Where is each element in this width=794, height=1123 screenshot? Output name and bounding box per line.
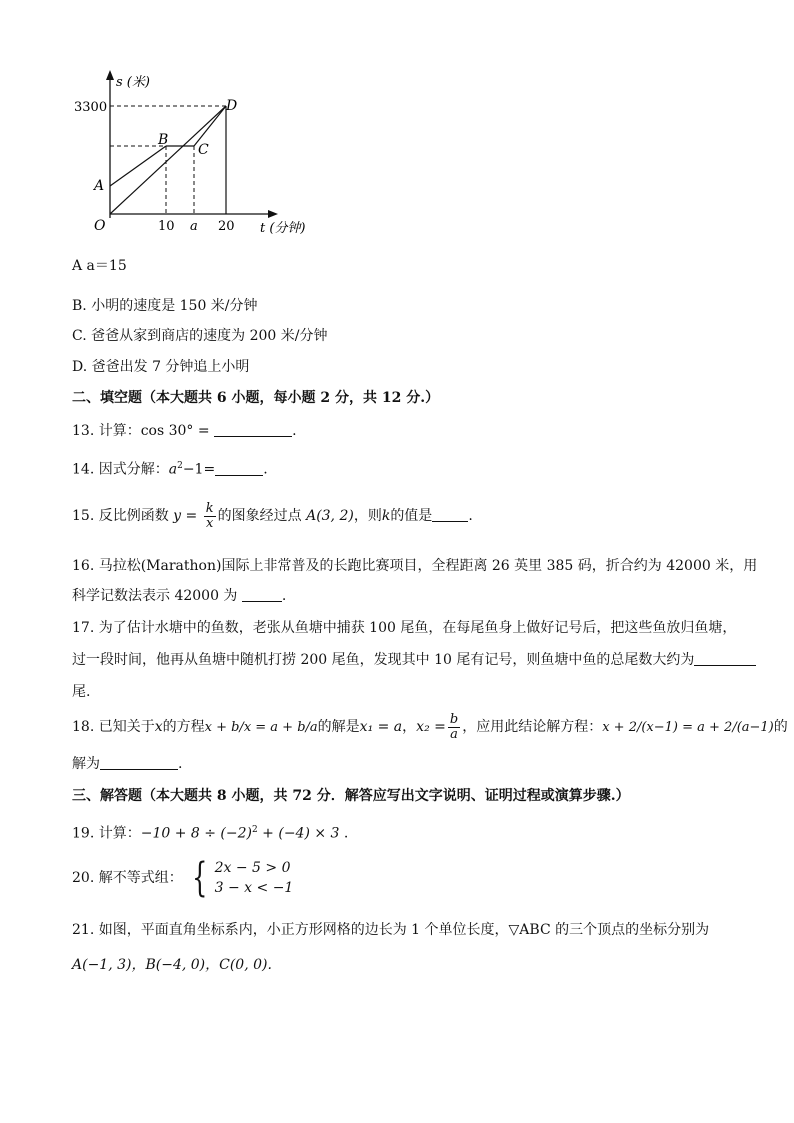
q18-x: x xyxy=(154,719,163,735)
q16-answer-blank[interactable] xyxy=(242,587,282,602)
q15-mid: 的图象经过点 xyxy=(217,508,307,524)
question-20 xyxy=(72,856,293,900)
section-2-header: 二、填空题（本大题共 6 小题，每小题 2 分，共 12 分.） xyxy=(72,390,440,406)
q13-text: 13. 计算：cos 30° = xyxy=(72,423,210,439)
q18-p5: ，应用此结论解方程： xyxy=(462,719,603,735)
q18-p1: 18. 已知关于 xyxy=(72,719,155,735)
q20-inequality-1: 2x − 5 > 0 xyxy=(214,860,291,876)
distance-time-graph xyxy=(70,66,330,246)
y-tick-3300: 3300 xyxy=(74,100,108,115)
q19-text: 19. 计算： xyxy=(72,825,141,842)
q15-fraction xyxy=(204,502,216,531)
q18-p4: ， xyxy=(402,719,417,735)
q18-equation-2: x + 2/(x−1) = a + 2/(a−1) xyxy=(602,720,774,735)
q17-answer-blank[interactable] xyxy=(694,651,756,666)
q18-solution-2-lhs: x₂ = xyxy=(416,719,446,735)
question-13 xyxy=(72,421,297,441)
x-tick-10: 10 xyxy=(158,219,175,234)
q15-mid2: ，则 xyxy=(353,508,382,524)
q18-p6: 的 xyxy=(773,719,788,735)
x-axis-label: t (分钟) xyxy=(260,221,306,236)
q18-solution-2-fraction: $\frac{b}{a}$ xyxy=(449,711,459,742)
q14-suffix: . xyxy=(263,461,268,478)
q14-expr: a xyxy=(168,461,178,478)
q15-eq: = xyxy=(181,508,202,524)
option-a: A a＝15 xyxy=(72,258,127,274)
question-14 xyxy=(72,456,268,480)
q20-inequality-2: 3 − x < −1 xyxy=(214,880,294,896)
q18-p2: 的方程 xyxy=(162,719,205,735)
q15-text: 15. 反比例函数 xyxy=(72,508,174,524)
point-label-b: B xyxy=(158,132,169,148)
q18-suffix: . xyxy=(178,756,183,772)
x-tick-20: 20 xyxy=(218,219,235,234)
question-21-line-2: A(−1, 3)，B(−4, 0)，C(0, 0). xyxy=(72,957,272,973)
q15-den: x xyxy=(206,515,214,531)
question-21-line-1: 21. 如图，平面直角坐标系内，小正方形网格的边长为 1 个单位长度，▽ABC 的三个顶点的坐标分别为 xyxy=(72,922,710,938)
origin-label: O xyxy=(94,218,106,234)
q16-suffix: . xyxy=(281,588,287,604)
point-label-c: C xyxy=(198,142,209,158)
segment-od xyxy=(110,106,226,214)
question-16-line-2 xyxy=(72,586,286,606)
q19-expr: −10 + 8 ÷ (−2) xyxy=(140,825,252,842)
question-17-line-3: 尾. xyxy=(72,684,91,700)
q15-tail: 的值是 xyxy=(390,508,433,524)
option-c: C. 爸爸从家到商店的速度为 200 米/分钟 xyxy=(72,328,328,344)
q14-expr-rest: −1= xyxy=(182,461,216,478)
question-17-line-2 xyxy=(72,650,756,670)
q17-text: 过一段时间，他再从鱼塘中随机打捞 200 尾鱼，发现其中 10 尾有记号，则鱼塘中鱼的总尾数大约为 xyxy=(72,652,695,668)
q15-num: k xyxy=(205,500,214,516)
q15-answer-blank[interactable] xyxy=(432,507,468,522)
q15-point: A(3, 2) xyxy=(306,508,354,524)
q16-text: 科学记数法表示 42000 为 xyxy=(72,588,238,604)
q18-solution-1: x₁ = a xyxy=(359,719,403,735)
x-axis-arrow-icon xyxy=(268,210,278,218)
q19-suffix: . xyxy=(339,825,349,842)
q14-answer-blank[interactable] xyxy=(215,461,263,476)
q20-inequality-system xyxy=(187,855,294,901)
segment-ab xyxy=(110,146,166,186)
question-18-line-1 xyxy=(72,712,788,743)
point-label-d: D xyxy=(226,98,238,114)
option-b: B. 小明的速度是 150 米/分钟 xyxy=(72,298,258,314)
question-17-line-1: 17. 为了估计水塘中的鱼数，老张从鱼塘中捕获 100 尾鱼，在每尾鱼身上做好记号后，把这些鱼放归鱼塘， xyxy=(72,620,737,636)
q19-exp: 2 xyxy=(252,825,258,835)
q15-suffix: . xyxy=(468,508,473,524)
y-axis-label: s (米) xyxy=(116,75,150,90)
q18-equation: x + b/x = a + b/a xyxy=(204,720,318,735)
q15-y: y xyxy=(173,508,182,524)
option-d: D. 爸爸出发 7 分钟追上小明 xyxy=(72,359,250,375)
q20-text: 20. 解不等式组： xyxy=(72,870,183,886)
q13-answer-blank[interactable] xyxy=(214,422,292,437)
q13-suffix: . xyxy=(292,423,297,439)
q14-exp: 2 xyxy=(177,461,183,471)
q18-text-2: 解为 xyxy=(72,756,100,772)
q15-k: k xyxy=(381,508,391,524)
q20-brace: { xyxy=(192,855,208,901)
segment-cd xyxy=(194,106,226,146)
q19-expr-rest: + (−4) × 3 xyxy=(257,825,340,842)
x-tick-a: a xyxy=(190,219,198,234)
y-axis-arrow-icon xyxy=(106,70,114,80)
q14-text: 14. 因式分解： xyxy=(72,461,169,478)
question-16-line-1: 16. 马拉松(Marathon)国际上非常普及的长跑比赛项目，全程距离 26 英里 385 码，折合约为 42000 米，用 xyxy=(72,558,758,574)
q18-p3: 的解是 xyxy=(317,719,360,735)
question-15 xyxy=(72,500,473,532)
point-label-a: A xyxy=(94,178,105,194)
q18-answer-blank[interactable] xyxy=(100,755,178,770)
question-19 xyxy=(72,820,348,844)
question-18-line-2 xyxy=(72,754,182,774)
section-3-header: 三、解答题（本大题共 8 小题，共 72 分．解答应写出文字说明、证明过程或演算步骤.） xyxy=(72,788,630,804)
